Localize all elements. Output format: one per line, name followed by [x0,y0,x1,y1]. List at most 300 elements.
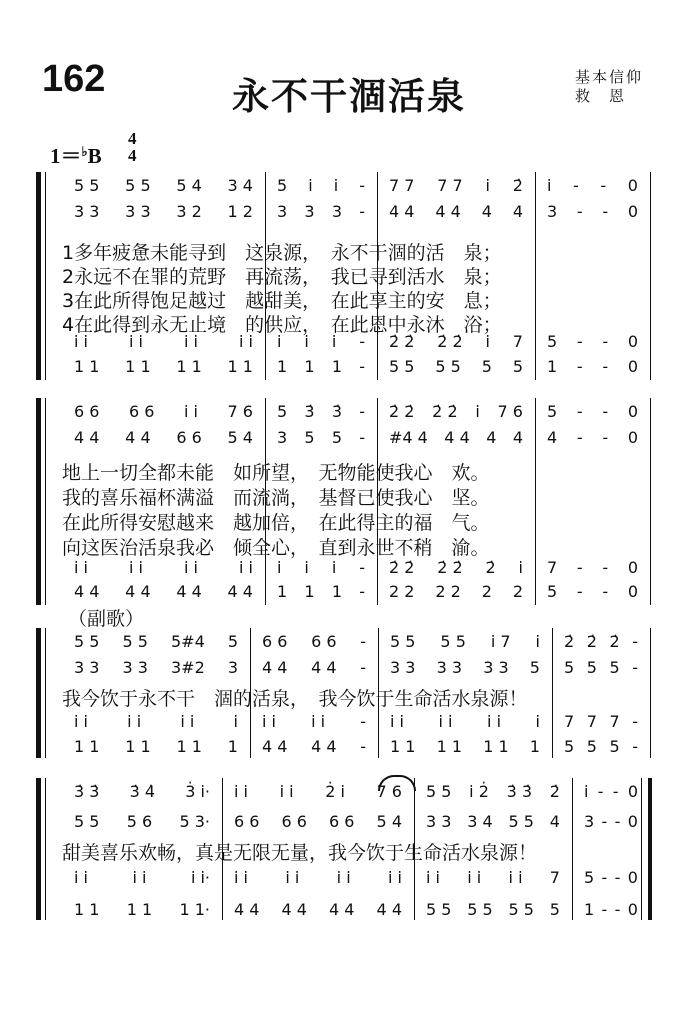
note: 1 1 [436,737,463,756]
note: - [576,428,583,447]
note: 2 [512,582,523,601]
note: i [584,782,589,801]
note: 5 3· [179,812,210,831]
measure [389,402,523,421]
note: 4 4 [376,900,402,919]
note: 3 4 [467,812,493,831]
note: 2 [481,582,492,601]
note: - [612,782,619,801]
system-bracket [36,172,41,380]
note: #4 4 [389,428,428,447]
measure [74,712,238,731]
note: 6 6 [129,402,155,421]
measure [426,900,560,919]
note: 5 [331,428,342,447]
hymn-number: 162 [42,58,106,100]
note: i [518,558,523,577]
note: 6 6 [311,632,337,651]
page-title: 永不干涸活泉 [232,75,466,118]
note: - [360,737,366,756]
note: i [485,176,490,195]
final-barline [648,778,652,920]
note: i [331,332,337,351]
measure [277,428,365,447]
final-barline [650,398,651,605]
measure [426,812,560,831]
note: - [359,402,365,421]
note: 5 [547,582,558,601]
note: 2̇ 2̇ [389,332,415,351]
note: 1 1 [74,357,100,376]
note: 2 2 [389,582,415,601]
measure [74,868,210,887]
note: 5 4 [176,176,202,195]
system-bracket-line [45,628,46,758]
measure [262,737,366,756]
note: i i [508,868,523,887]
note: i i [487,712,502,731]
note: 4 4 [262,737,288,756]
measure [389,202,523,221]
note: i i [467,868,482,887]
note: i 2̇ [469,782,489,801]
note: i i [239,332,253,351]
measure [547,558,638,577]
note: 4 4 [435,202,461,221]
note: - [614,900,621,919]
measure [564,737,638,756]
note: 6 6 [281,812,307,831]
measure [234,812,402,831]
key-prefix: 1＝ [50,144,82,168]
note: 1 [331,357,342,376]
note: i [485,332,490,351]
note: 2̇ 2̇ [389,402,415,421]
note: 3 [584,812,595,831]
note: i i [438,712,453,731]
note: - [359,582,365,601]
note: 1 [277,357,288,376]
note: 0 [627,868,638,887]
note: 4 4 [329,900,355,919]
note: 7 [564,712,575,731]
note: 4 [549,812,560,831]
note: - [632,737,638,756]
measure [389,176,523,195]
note: 0 [627,332,638,351]
note: 6 6 [176,428,202,447]
measure [74,357,253,376]
category-label [575,68,643,106]
note: 0 [627,428,638,447]
note: 5 5 [122,632,148,651]
note: 5#4 [171,632,205,651]
note: i [535,712,540,731]
tie-mark [378,775,416,791]
measure [584,900,638,919]
lyric-line: 3在此所得饱足越过 越甜美， 在此享主的安 息； [62,290,502,312]
measure [74,658,238,677]
note: 7 6 [376,782,402,801]
note: 1 [304,357,315,376]
measure [277,176,365,195]
note: 1 1 [176,737,202,756]
note: 1 1 [126,900,153,919]
note: 5 [586,737,597,756]
note: - [632,658,638,677]
measure [547,202,638,221]
note: 1 2 [227,202,253,221]
note: 7 [586,712,597,731]
note: 5 [512,357,523,376]
note: 4 4 [176,582,202,601]
note: 5 5 [125,176,151,195]
note: i 7 [490,632,511,651]
note: 1 1 [227,357,253,376]
note: 1 1 [390,737,416,756]
note: 5 [609,737,620,756]
note: 5 [549,900,560,919]
note: 6 6 [262,632,288,651]
note: - [576,202,583,221]
note: 6 6 [234,812,260,831]
note: - [359,558,365,577]
measure [584,782,638,801]
lyric-line: 甜美喜乐欢畅，真是无限无量，我今饮于生命活水泉源！ [62,842,538,864]
note: - [576,332,583,351]
measure [277,402,365,421]
key-note: B [87,144,102,168]
note: - [614,812,621,831]
note: 5 6 [126,812,153,831]
note: 1 1 [74,900,100,919]
note: 4 4 [281,900,307,919]
note: 0 [627,202,638,221]
note: 5 5 [74,176,100,195]
note: 0 [627,812,638,831]
note: 5 4 [376,812,402,831]
note: 5 5 [467,900,493,919]
note: i i [74,332,88,351]
system-bracket-line [45,172,46,380]
note: - [602,558,609,577]
measure [564,712,638,731]
note: - [602,428,609,447]
system-bracket [36,398,41,605]
measure [234,782,402,801]
note: 3̇ 3̇ [506,782,533,801]
note: 1 [547,357,558,376]
note: - [602,202,609,221]
lyric-line: 4在此得到永无止境 的供应， 在此恩中永沐 浴； [62,314,502,336]
note: 0 [627,582,638,601]
note: 5 5 [390,632,416,651]
measure [74,900,210,919]
note: 2̇ [609,632,620,651]
note: - [360,632,366,651]
note: i [331,558,337,577]
note: 4 4 [74,428,100,447]
note: i i [279,782,294,801]
note: 3 3 [74,202,100,221]
note: 4 4 [74,582,100,601]
measure [426,782,560,801]
barline [535,398,536,605]
note: - [602,402,609,421]
note: 5 [547,332,558,351]
note: 4 4 [262,658,288,677]
note: 3 [277,202,288,221]
measure [389,357,523,376]
note: 5 5 [508,900,534,919]
note: 5 5 [74,632,100,651]
note: 5 [609,658,620,677]
note: i i [239,558,253,577]
measure [426,868,560,887]
barline [572,778,573,920]
note: 2̇ [564,632,575,651]
note: i i [74,868,88,887]
note: 4 4 [311,658,337,677]
note: i [333,176,339,195]
note: - [601,812,608,831]
note: 5 [277,176,288,195]
note: 3 3 [125,202,151,221]
note: 5 [547,402,558,421]
note: - [597,782,604,801]
note: 3 3 [122,658,148,677]
note: i i [426,868,440,887]
note: i i [311,712,326,731]
note: - [600,176,607,195]
note: 4 [547,428,558,447]
measure [277,202,365,221]
note: 4 4 [234,900,260,919]
note: 4 [512,428,523,447]
measure [262,712,366,731]
chorus-label: （副歌） [68,608,145,630]
note: 3 [227,658,238,677]
system-bracket [36,778,41,920]
note: i [475,402,480,421]
measure [234,868,402,887]
note: 7 6 [497,402,523,421]
note: - [602,332,609,351]
note: 1 1 [483,737,509,756]
note: 3 3 [483,658,509,677]
note: i i [184,402,198,421]
note: i i [387,868,402,887]
note: 3 [304,202,315,221]
measure [564,658,638,677]
note: - [602,582,609,601]
note: - [576,402,583,421]
note: - [573,176,579,195]
note: - [359,202,365,221]
note: 1 1 [176,357,202,376]
note: 7 [547,558,558,577]
note: 5 5 [389,357,415,376]
note: 7 6 [227,402,253,421]
note: i i· [190,868,210,887]
category-line-2: 救 恩 [575,87,627,105]
note: 5 4 [227,428,253,447]
note: - [360,658,366,677]
note: i [304,558,309,577]
note: 1 1 [125,737,151,756]
flat-icon: ♭ [81,144,88,159]
note: 5 5 [426,782,452,801]
final-barline [650,172,651,380]
measure [74,782,210,801]
note: 4 [486,428,497,447]
measure [564,632,638,651]
final-barline [650,628,651,758]
note: 3̇ 4̇ [129,782,156,801]
note: 3 3 [74,658,100,677]
note: - [632,712,638,731]
note: 3 3 [426,812,452,831]
note: 3̇ i· [185,782,210,801]
lyric-line: 我今饮于永不干 涸的活泉， 我今饮于生命活水泉源！ [62,688,528,710]
measure [74,428,253,447]
note: 4 4 [227,582,253,601]
note: 3 3 [436,658,463,677]
note: 5 [529,658,540,677]
measure [584,868,638,887]
note: i [308,176,313,195]
note: 5 [564,658,575,677]
lyric-line: 在此所得安慰越来 越加倍， 在此得主的福 气。 [62,512,490,534]
note: - [601,868,608,887]
note: 3 [277,428,288,447]
measure [547,428,638,447]
note: 5 5 [426,900,452,919]
note: 3 [331,202,342,221]
measure [262,632,366,651]
measure [547,176,638,195]
note: - [632,632,638,651]
note: - [614,868,621,887]
time-signature [128,130,137,164]
note: i i [127,712,142,731]
note: 1 1· [179,900,210,919]
note: i i [234,868,248,887]
note: 3 3 [390,658,416,677]
note: 5 5 [440,632,466,651]
measure [389,582,523,601]
note: - [359,176,365,195]
note: 1 1 [74,737,100,756]
note: i i [390,712,404,731]
measure [547,357,638,376]
note: 4 4 [389,202,415,221]
note: 1 [304,582,315,601]
note: i [547,176,552,195]
measure [74,202,253,221]
category-line-1: 基本信仰 [575,68,644,86]
note: i i [129,558,143,577]
note: 2 2 [435,582,461,601]
note: 0 [627,900,638,919]
note: - [359,428,365,447]
note: i [233,712,238,731]
barline [552,628,553,758]
note: i i [74,712,88,731]
note: 2̇ 2̇ [437,332,463,351]
note: 6 6 [329,812,355,831]
note: 0 [627,558,638,577]
note: 5 [227,632,238,651]
note: 5 5 [74,812,100,831]
note: i i [129,332,143,351]
key-signature [50,140,102,170]
note: 0 [627,176,638,195]
measure [389,558,523,577]
note: 1 [227,737,238,756]
measure [547,332,638,351]
note: 4 4 [311,737,337,756]
note: - [359,332,365,351]
measure [390,658,540,677]
measure [277,558,365,577]
note: 2̇ 2̇ [432,402,458,421]
note: i i [234,782,248,801]
note: i i [262,712,276,731]
note: 4 [512,202,523,221]
note: 0 [627,402,638,421]
note: i i [184,332,198,351]
note: 4 4 [125,582,151,601]
measure [390,737,540,756]
note: 1 [331,582,342,601]
lyric-line: 我的喜乐福杯满溢 而流淌， 基督已使我心 坚。 [62,487,490,509]
note: 2̇ [485,558,496,577]
note: 3#2 [171,658,205,677]
note: 3̇ [304,402,315,421]
note: 7 [609,712,620,731]
note: - [360,712,366,731]
measure [74,812,210,831]
system-bracket [36,628,41,758]
note: 4 4 [125,428,151,447]
note: 2̇ 2̇ [389,558,415,577]
note: 5 [586,658,597,677]
lyric-line: 向这医治活泉我必 倾全心， 直到永世不稍 渝。 [62,537,490,559]
lyric-line: 地上一切全都未能 如所望， 无物能使我心 欢。 [62,462,490,484]
measure [547,582,638,601]
note: 2̇ 2̇ [437,558,463,577]
note: 5 [481,357,492,376]
note: 3 [547,202,558,221]
note: 5 [564,737,575,756]
note: 2̇ [549,782,560,801]
note: i i [132,868,147,887]
measure [234,900,402,919]
measure [390,632,540,651]
measure [262,658,366,677]
note: 4 [481,202,492,221]
note: i [277,558,282,577]
measure [74,558,253,577]
measure [74,632,238,651]
note: i i [184,558,198,577]
note: - [359,357,365,376]
measure [389,428,523,447]
note: 2̇ [512,176,523,195]
double-barline [641,778,642,920]
measure [390,712,540,731]
